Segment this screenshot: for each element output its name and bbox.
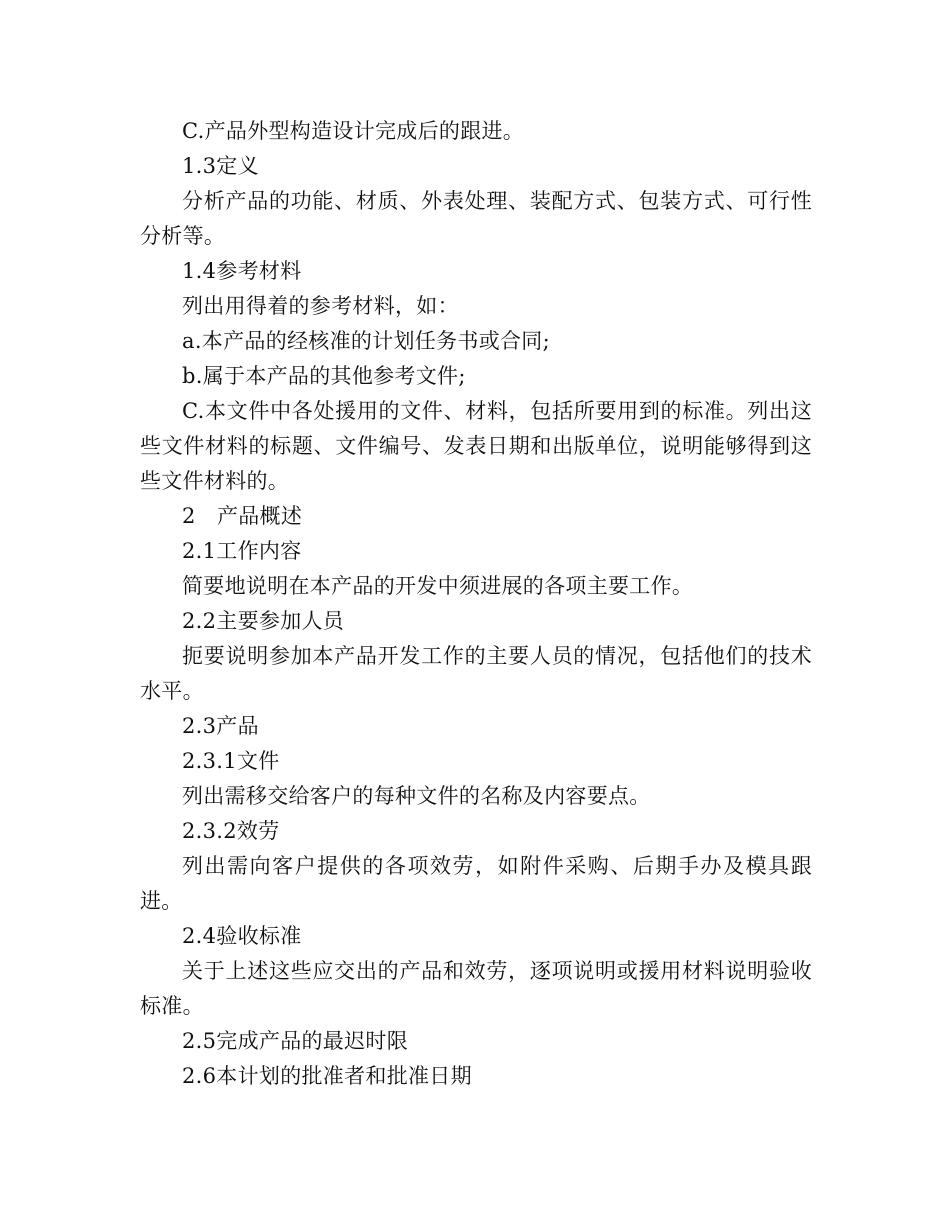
section-heading: 2.4验收标准 [182,924,302,948]
subsection-heading: 2.3.1文件 [182,749,280,773]
section-heading: 2.3产品 [182,714,259,738]
paragraph: 列出需移交给客户的每种文件的名称及内容要点。 [182,784,651,808]
document-body [140,114,812,1094]
section-heading: 2.2主要参加人员 [182,609,345,633]
list-item: b.属于本产品的其他参考文件; [182,364,466,388]
section-heading: 2.1工作内容 [182,539,302,563]
paragraph: 列出需向客户提供的各项效劳，如附件采购、后期手办及模具跟进。 [140,854,812,913]
list-item: C.本文件中各处援用的文件、材料，包括所要用到的标准。列出这些文件材料的标题、文件编号、发表日期和出版单位，说明能够得到这些文件材料的。 [140,399,812,493]
paragraph: 扼要说明参加本产品开发工作的主要人员的情况，包括他们的技术水平。 [140,644,812,703]
section-heading: 1.4参考材料 [182,259,302,283]
list-item: a.本产品的经核准的计划任务书或合同; [182,329,550,353]
section-heading: 2.5完成产品的最迟时限 [182,1029,408,1053]
subsection-heading: 2.3.2效劳 [182,819,280,843]
paragraph: 列出用得着的参考材料，如： [182,294,459,318]
paragraph: 简要地说明在本产品的开发中须进展的各项主要工作。 [182,574,694,598]
paragraph: C.产品外型构造设计完成后的跟进。 [182,119,525,143]
section-heading: 1.3定义 [182,154,259,178]
paragraph: 关于上述这些应交出的产品和效劳，逐项说明或援用材料说明验收标准。 [140,959,812,1018]
chapter-heading: 2 产品概述 [182,504,303,528]
section-heading: 2.6本计划的批准者和批准日期 [182,1064,472,1088]
paragraph: 分析产品的功能、材质、外表处理、装配方式、包装方式、可行性分析等。 [140,189,812,248]
